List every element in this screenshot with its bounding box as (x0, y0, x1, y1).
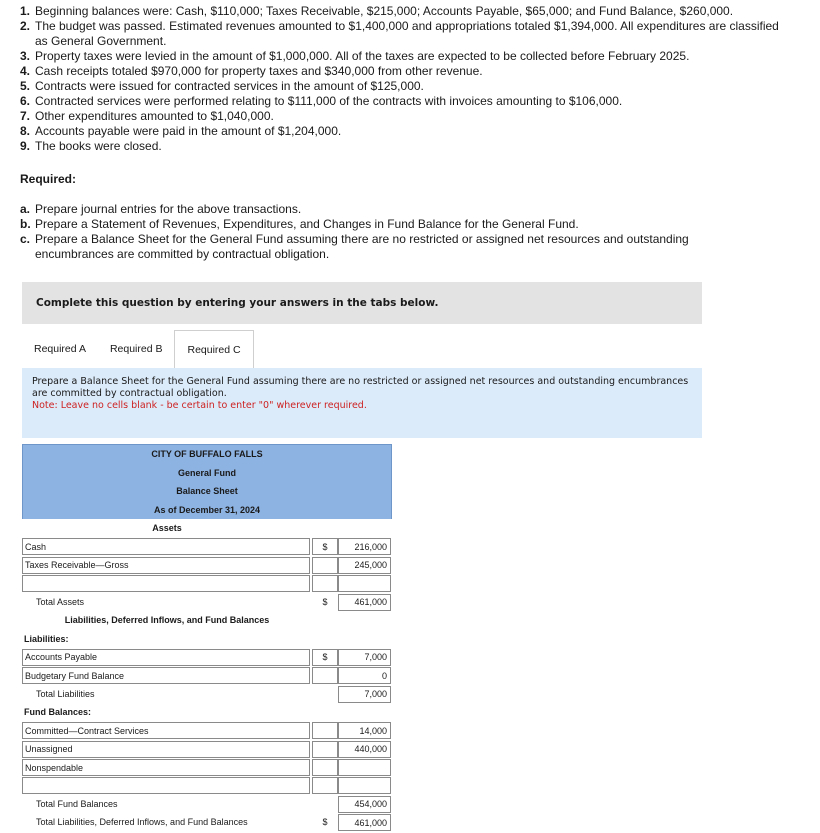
assets-heading-row (22, 519, 392, 537)
table-row (22, 629, 392, 647)
nonspendable-label-field[interactable]: Nonspendable (22, 759, 310, 776)
total-liabilities-fund-balances-label: Total Liabilities, Deferred Inflows, and Fund Balances (36, 817, 248, 828)
table-row (22, 685, 392, 703)
table-row (22, 758, 392, 776)
blank-fund-balance-amount-field[interactable] (338, 777, 391, 794)
table-row (22, 574, 392, 592)
total-liabilities-label: Total Liabilities (36, 688, 95, 699)
taxes-receivable-amount-field[interactable]: 245,000 (338, 557, 391, 574)
total-assets-label: Total Assets (36, 596, 85, 607)
dollar-sign: $ (322, 817, 328, 828)
table-row (22, 666, 392, 684)
total-liabilities-amount[interactable]: 7,000 (338, 686, 391, 703)
table-row (22, 795, 392, 813)
assets-heading: Assets (152, 523, 182, 534)
dollar-cell (312, 777, 338, 794)
statement-name: Balance Sheet (176, 486, 238, 497)
tab-required-a[interactable]: Required A (22, 330, 98, 368)
liabilities-label: Liabilities: (24, 633, 69, 644)
cash-amount-field[interactable]: 216,000 (338, 538, 391, 555)
problem-item: 2. The budget was passed. Estimated revenues amounted to $1,400,000 and appropriations totaled $1,394,000. All expenditures are classified as General Government. (20, 19, 779, 48)
unassigned-amount-field[interactable]: 440,000 (338, 741, 391, 758)
requirement-item: a. Prepare journal entries for the above transactions. (20, 202, 302, 216)
requirement-item: b. Prepare a Statement of Revenues, Expenditures, and Changes in Fund Balance for the General Fund. (20, 217, 579, 231)
blank-asset-amount-field[interactable] (338, 575, 391, 592)
dollar-cell (312, 722, 338, 739)
committed-label-field[interactable]: Committed—Contract Services (22, 722, 310, 739)
table-row (22, 776, 392, 794)
dollar-sign: $ (322, 596, 328, 607)
problem-item: 4. Cash receipts totaled $970,000 for property taxes and $340,000 from other revenue. (20, 64, 483, 78)
fund-balances-label: Fund Balances: (24, 707, 92, 718)
dollar-cell (312, 741, 338, 758)
table-row (22, 593, 392, 611)
blank-fund-balance-label-field[interactable] (22, 777, 310, 794)
instruction-text: Prepare a Balance Sheet for the General Fund assuming there are no restricted or assigned net resources and outstanding encumbrances are committed by contractual obligation. (32, 376, 689, 399)
budgetary-fund-balance-label-field[interactable]: Budgetary Fund Balance (22, 667, 310, 684)
nonspendable-amount-field[interactable] (338, 759, 391, 776)
table-row (22, 740, 392, 758)
problem-item: 8. Accounts payable were paid in the amount of $1,204,000. (20, 124, 342, 138)
table-row (22, 556, 392, 574)
budgetary-fund-balance-amount-field[interactable]: 0 (338, 667, 391, 684)
note-text: Note: Leave no cells blank - be certain to enter "0" wherever required. (32, 400, 367, 411)
requirements-list (20, 202, 740, 262)
liabilities-section-heading: Liabilities, Deferred Inflows, and Fund Balances (64, 615, 270, 626)
tab-instructions (22, 368, 702, 438)
balance-sheet-header (22, 444, 392, 519)
unassigned-label-field[interactable]: Unassigned (22, 741, 310, 758)
dollar-cell (312, 759, 338, 776)
total-liabilities-fund-balances-amount[interactable]: 461,000 (338, 814, 391, 831)
entity-name: CITY OF BUFFALO FALLS (151, 449, 263, 460)
problem-statement (20, 4, 780, 154)
dollar-cell (312, 557, 338, 574)
dollar-sign: $ (312, 649, 338, 666)
committed-amount-field[interactable]: 14,000 (338, 722, 391, 739)
total-fund-balances-amount[interactable]: 454,000 (338, 796, 391, 813)
blank-asset-label-field[interactable] (22, 575, 310, 592)
requirement-item: c. Prepare a Balance Sheet for the General Fund assuming there are no restricted or assigned net resources and outstanding encumbrances are committed by contractual obligation. (20, 232, 689, 261)
table-row (22, 537, 392, 555)
accounts-payable-amount-field[interactable]: 7,000 (338, 649, 391, 666)
table-row (22, 648, 392, 666)
taxes-receivable-label-field[interactable]: Taxes Receivable—Gross (22, 557, 310, 574)
instruction-banner: Complete this question by entering your answers in the tabs below. (22, 282, 702, 324)
tab-required-c[interactable]: Required C (174, 330, 253, 368)
balance-sheet (22, 444, 392, 832)
accounts-payable-label-field[interactable]: Accounts Payable (22, 649, 310, 666)
cash-label-field[interactable]: Cash (22, 538, 310, 555)
dollar-cell (312, 575, 338, 592)
table-row (22, 703, 392, 721)
table-row (22, 813, 392, 831)
problem-item: 9. The books were closed. (20, 139, 162, 153)
liabilities-heading-row (22, 611, 392, 629)
dollar-cell (312, 667, 338, 684)
tab-bar (22, 330, 254, 368)
total-fund-balances-label: Total Fund Balances (36, 799, 118, 810)
problem-item: 1. Beginning balances were: Cash, $110,000; Taxes Receivable, $215,000; Accounts Payable, $65,000; and Fund Balance, $260,000. (20, 4, 734, 18)
total-assets-amount[interactable]: 461,000 (338, 594, 391, 611)
fund-name: General Fund (177, 467, 236, 478)
required-heading: Required: (20, 172, 77, 186)
table-row (22, 721, 392, 739)
tab-required-b[interactable]: Required B (98, 330, 175, 368)
problem-item: 5. Contracts were issued for contracted services in the amount of $125,000. (20, 79, 424, 93)
dollar-sign: $ (312, 538, 338, 555)
problem-item: 6. Contracted services were performed relating to $111,000 of the contracts with invoices amounting to $106,000. (20, 94, 623, 108)
problem-item: 7. Other expenditures amounted to $1,040,000. (20, 109, 274, 123)
statement-date: As of December 31, 2024 (153, 504, 261, 515)
problem-item: 3. Property taxes were levied in the amount of $1,000,000. All of the taxes are expected to be collected before February 2025. (20, 49, 690, 63)
